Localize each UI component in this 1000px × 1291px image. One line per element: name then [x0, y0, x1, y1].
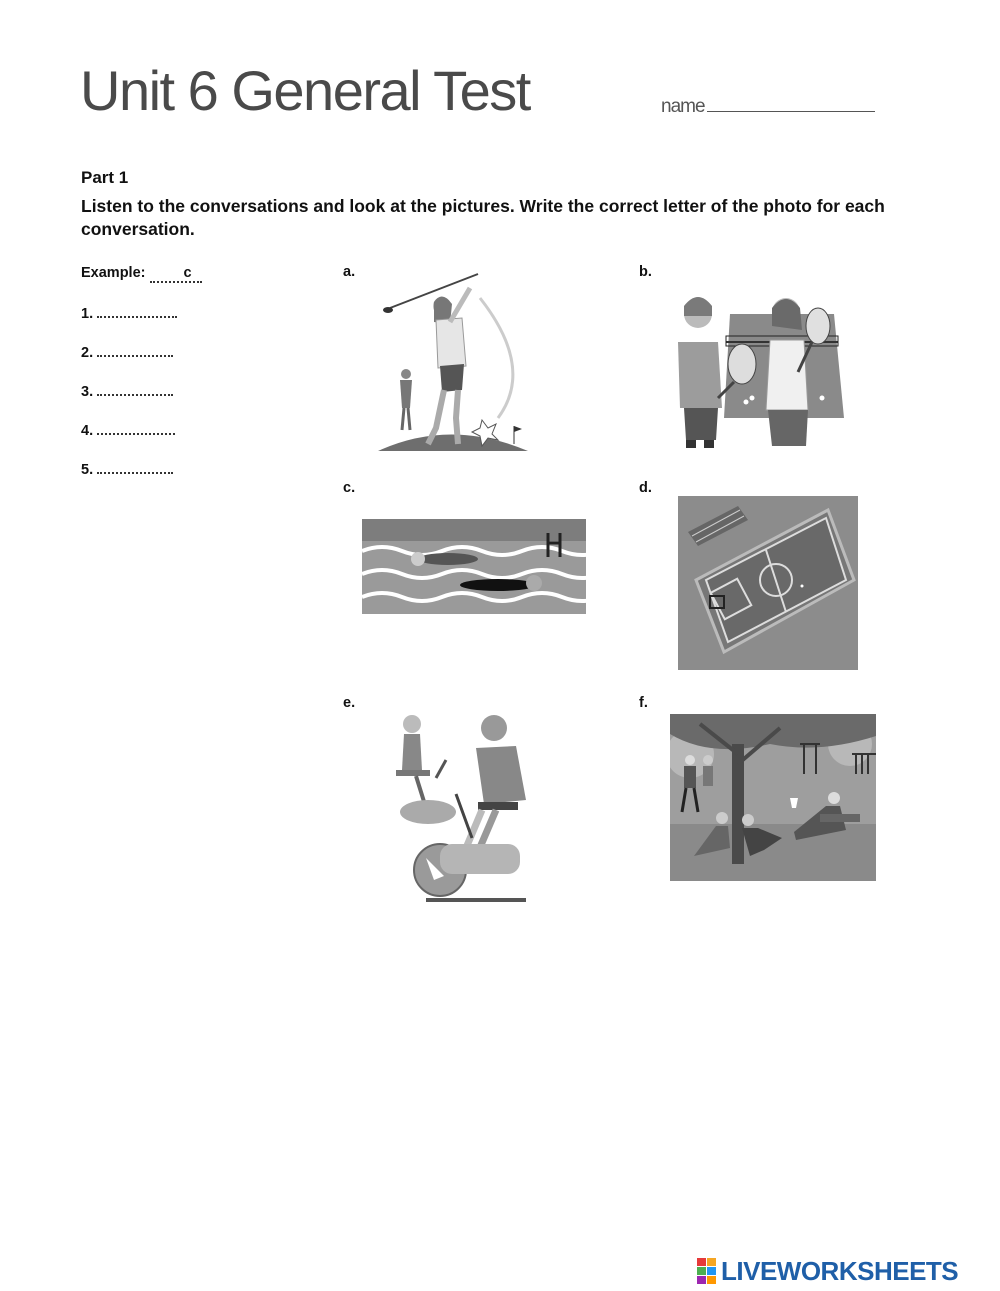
picture-label-a: a.	[343, 264, 356, 280]
instructions: Listen to the conversations and look at the pictures. Write the correct letter of the photo for each conversation.	[81, 196, 885, 239]
picture-label-b: b.	[639, 264, 652, 280]
answer-row-1	[81, 304, 177, 322]
name-field	[661, 96, 875, 118]
golf-image	[370, 268, 532, 454]
name-input-line[interactable]	[707, 97, 875, 112]
swimming-image	[362, 519, 586, 614]
answer-input-2[interactable]	[97, 343, 173, 357]
answer-row-4	[81, 421, 175, 439]
soccer-field-image	[678, 496, 858, 670]
answer-number: 3.	[81, 384, 94, 400]
park-image	[670, 714, 876, 881]
answer-input-4[interactable]	[97, 421, 175, 435]
answer-row-3	[81, 382, 173, 400]
answer-input-1[interactable]	[97, 304, 177, 318]
example-row	[81, 265, 202, 283]
example-label: Example:	[81, 265, 146, 281]
answer-input-5[interactable]	[97, 460, 173, 474]
name-label: name	[661, 96, 705, 117]
answer-number: 2.	[81, 345, 94, 361]
answer-number: 1.	[81, 306, 94, 322]
answer-row-5	[81, 460, 173, 478]
logo-text: LIVEWORKSHEETS	[721, 1255, 959, 1286]
tennis-image	[668, 290, 846, 448]
answer-row-2	[81, 343, 173, 361]
answer-number: 5.	[81, 462, 94, 478]
logo-icon	[697, 1258, 716, 1284]
part-heading: Part 1	[81, 168, 129, 187]
exercise-bikes-image	[386, 708, 536, 908]
liveworksheets-logo[interactable]	[697, 1255, 958, 1287]
answer-input-3[interactable]	[97, 382, 173, 396]
picture-label-c: c.	[343, 480, 356, 496]
example-answer: c	[150, 265, 202, 283]
picture-label-e: e.	[343, 695, 356, 711]
picture-label-d: d.	[639, 480, 652, 496]
answer-number: 4.	[81, 423, 94, 439]
page-title: Unit 6 General Test	[80, 59, 530, 122]
picture-label-f: f.	[639, 695, 648, 711]
